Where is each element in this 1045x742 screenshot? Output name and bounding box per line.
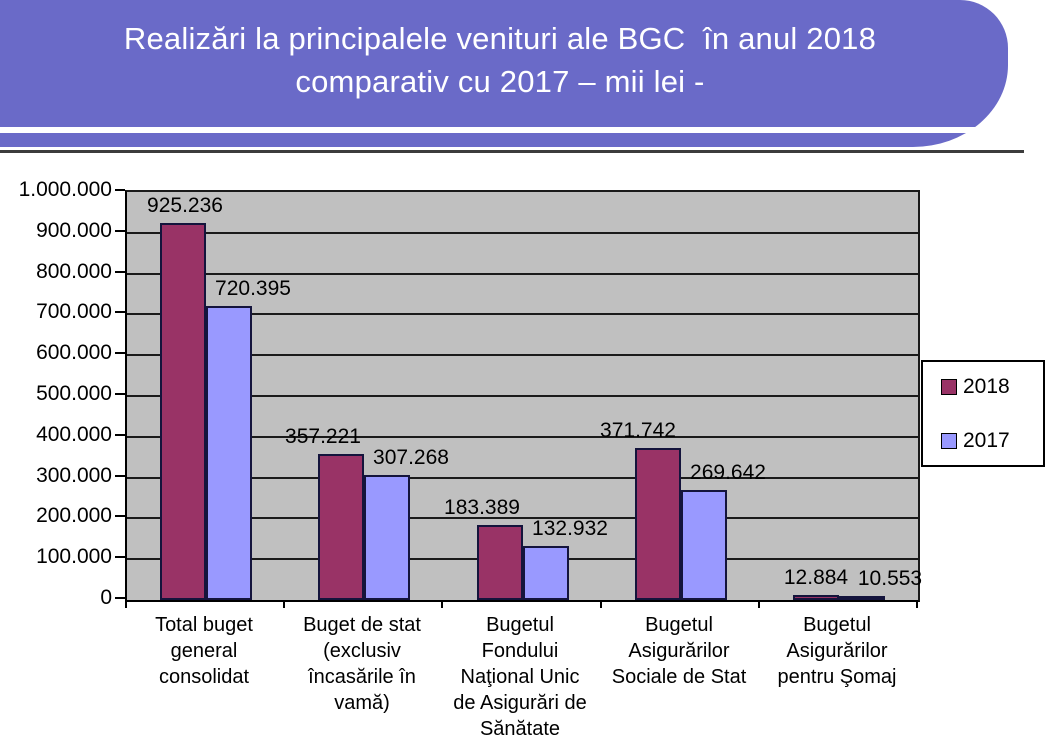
y-axis-tick-mark: [115, 352, 125, 354]
header-divider-line: [0, 150, 1024, 153]
y-axis-tick-mark: [115, 271, 125, 273]
gridline: [127, 273, 918, 275]
x-axis-tick-mark: [758, 600, 760, 608]
y-axis-tick-label: 1.000.000: [18, 178, 112, 201]
x-axis-tick-mark: [916, 600, 918, 608]
bar-2017-1: [206, 306, 252, 600]
legend-swatch-2018: [941, 379, 957, 395]
x-axis-category-label: Buget de stat (exclusiv încasările în vamă): [303, 614, 421, 714]
legend-item-2018: [941, 374, 1010, 400]
chart-plot-area: [125, 190, 923, 602]
x-axis-category-label: Bugetul Asigurărilor Sociale de Stat: [611, 614, 747, 688]
y-axis-tick-mark: [115, 556, 125, 558]
y-axis-tick-mark: [115, 434, 125, 436]
y-axis-tick-mark: [115, 393, 125, 395]
bar-2018-5: [793, 595, 839, 600]
y-axis-tick-label: 100.000: [36, 545, 112, 568]
x-axis-tick-mark: [283, 600, 285, 608]
bar-value-label-2017: 132.932: [532, 517, 608, 540]
bar-value-label-2017: 269.642: [690, 461, 766, 484]
y-axis-tick-label: 900.000: [36, 219, 112, 242]
x-axis-category-label: Bugetul Asigurărilor pentru Şomaj: [777, 614, 897, 688]
y-axis-tick-mark: [115, 230, 125, 232]
y-axis-tick-label: 500.000: [36, 382, 112, 405]
x-axis-tick-mark: [600, 600, 602, 608]
slide-title-line2: comparativ cu 2017 – mii lei -: [295, 64, 705, 99]
bar-2017-2: [364, 475, 410, 600]
y-axis-tick-label: 400.000: [36, 423, 112, 446]
x-axis-tick-mark: [125, 600, 127, 608]
y-axis-tick-label: 600.000: [36, 341, 112, 364]
slide-title-line1: Realizări la principalele venituri ale BGC în anul 2018: [123, 21, 877, 56]
bar-value-label-2017: 307.268: [373, 446, 449, 469]
bar-value-label-2017: 10.553: [857, 567, 923, 590]
banner-underline: [0, 127, 982, 133]
bar-value-label-2018: 357.221: [285, 425, 361, 448]
title-banner: [0, 0, 1008, 147]
bar-value-label-2018: 925.236: [147, 194, 223, 217]
y-axis-tick-mark: [115, 189, 125, 191]
y-axis-tick-label: 800.000: [36, 260, 112, 283]
bar-2017-4: [681, 490, 727, 600]
bar-value-label-2018: 371.742: [600, 419, 676, 442]
chart-legend: [921, 360, 1045, 467]
bar-value-label-2018: 183.389: [444, 496, 520, 519]
bar-value-label-2018: 12.884: [783, 566, 849, 589]
gridline: [127, 232, 918, 234]
legend-item-2017: [941, 428, 1010, 454]
bar-value-label-2017: 720.395: [215, 277, 291, 300]
bar-2018-1: [160, 223, 206, 600]
y-axis-tick-label: 700.000: [36, 300, 112, 323]
y-axis-tick-label: 0: [100, 586, 112, 609]
bar-2018-2: [318, 454, 364, 600]
y-axis-tick-label: 200.000: [36, 504, 112, 527]
y-axis-tick-label: 300.000: [36, 464, 112, 487]
x-axis-category-label: Bugetul Fondului Naţional Unic de Asigurări de Sănătate: [453, 614, 587, 740]
y-axis-tick-mark: [115, 475, 125, 477]
x-axis-category-label: Total buget general consolidat: [155, 614, 253, 688]
y-axis-tick-mark: [115, 515, 125, 517]
legend-label-2017: 2017: [963, 429, 1010, 452]
y-axis-tick-mark: [115, 311, 125, 313]
bar-2018-4: [635, 448, 681, 600]
slide-title: [0, 17, 1000, 103]
bar-2017-3: [523, 546, 569, 600]
legend-label-2018: 2018: [963, 375, 1010, 398]
bar-2017-5: [839, 596, 885, 600]
bar-2018-3: [477, 525, 523, 600]
x-axis-tick-mark: [441, 600, 443, 608]
legend-swatch-2017: [941, 433, 957, 449]
y-axis-tick-mark: [115, 597, 125, 599]
